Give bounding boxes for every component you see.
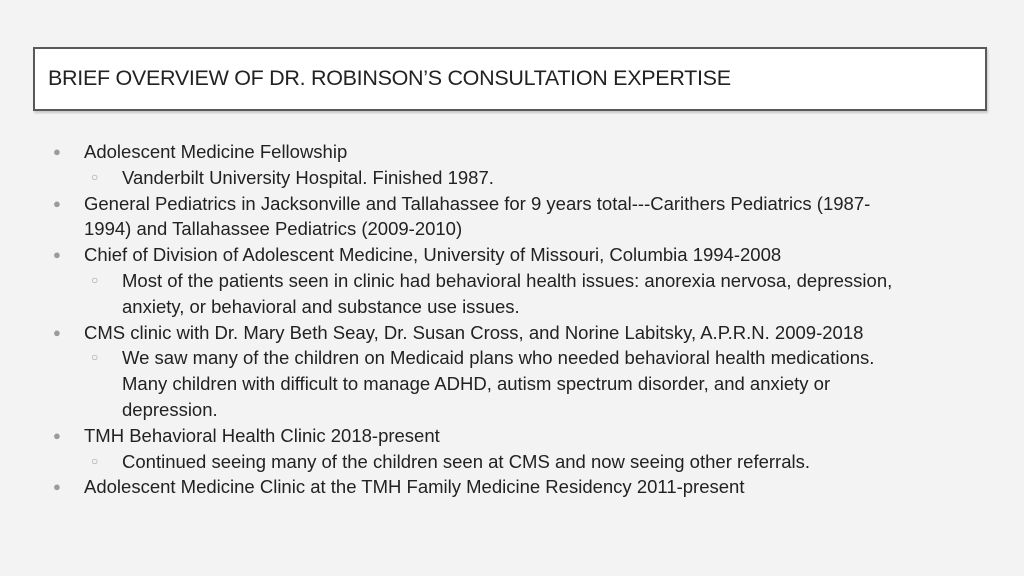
- slide-title: BRIEF OVERVIEW OF DR. ROBINSON’S CONSULTATION EXPERTISE: [48, 66, 731, 90]
- sub-bullet-item: [0, 165, 1024, 191]
- sub-bullet-continuation: [0, 294, 1024, 320]
- filled-bullet-icon: ●: [53, 324, 61, 340]
- sub-bullet-text: Continued seeing many of the children seen at CMS and now seeing other referrals.: [122, 450, 810, 472]
- sub-bullet-text: We saw many of the children on Medicaid plans who needed behavioral health medications.: [122, 347, 875, 369]
- bullet-item: [0, 423, 1024, 449]
- bullet-text: Adolescent Medicine Clinic at the TMH Family Medicine Residency 2011-present: [84, 476, 745, 498]
- sub-bullet-item: [0, 345, 1024, 371]
- bullet-text: Adolescent Medicine Fellowship: [84, 141, 348, 162]
- sub-bullet-text: Vanderbilt University Hospital. Finished 1987.: [122, 166, 494, 188]
- filled-bullet-icon: ●: [53, 195, 61, 211]
- filled-bullet-icon: ●: [53, 479, 61, 495]
- bullet-item: [0, 191, 1024, 217]
- bullet-text: 1994) and Tallahassee Pediatrics (2009-2010): [84, 218, 463, 240]
- sub-bullet-continuation: [0, 397, 1024, 423]
- bullet-list: [0, 139, 1024, 500]
- sub-bullet-item: [0, 268, 1024, 294]
- bullet-item: [0, 474, 1024, 500]
- hollow-bullet-icon: ○: [91, 272, 99, 287]
- sub-bullet-item: [0, 449, 1024, 475]
- sub-bullet-text: Most of the patients seen in clinic had behavioral health issues: anorexia nervosa, depression,: [122, 269, 893, 291]
- bullet-text: CMS clinic with Dr. Mary Beth Seay, Dr. Susan Cross, and Norine Labitsky, A.P.R.N. 2009-2018: [84, 321, 864, 343]
- sub-bullet-text: depression.: [122, 398, 218, 420]
- bullet-continuation: [0, 216, 1024, 242]
- filled-bullet-icon: ●: [53, 144, 61, 159]
- sub-bullet-text: Many children with difficult to manage ADHD, autism spectrum disorder, and anxiety or: [122, 373, 831, 395]
- bullet-text: Chief of Division of Adolescent Medicine, University of Missouri, Columbia 1994-2008: [84, 244, 782, 266]
- sub-bullet-text: anxiety, or behavioral and substance use issues.: [122, 295, 520, 317]
- bullet-text: TMH Behavioral Health Clinic 2018-present: [84, 424, 440, 446]
- bullet-text: General Pediatrics in Jacksonville and Tallahassee for 9 years total---Carithers Pediatrics (1987-: [84, 192, 871, 214]
- hollow-bullet-icon: ○: [91, 169, 99, 184]
- sub-bullet-continuation: [0, 371, 1024, 397]
- filled-bullet-icon: ●: [53, 247, 61, 263]
- hollow-bullet-icon: ○: [91, 350, 99, 365]
- bullet-item: [0, 320, 1024, 346]
- title-box: [33, 47, 987, 111]
- bullet-item: [0, 242, 1024, 268]
- bullet-item: [0, 139, 1024, 165]
- hollow-bullet-icon: ○: [91, 453, 99, 468]
- filled-bullet-icon: ●: [53, 427, 61, 443]
